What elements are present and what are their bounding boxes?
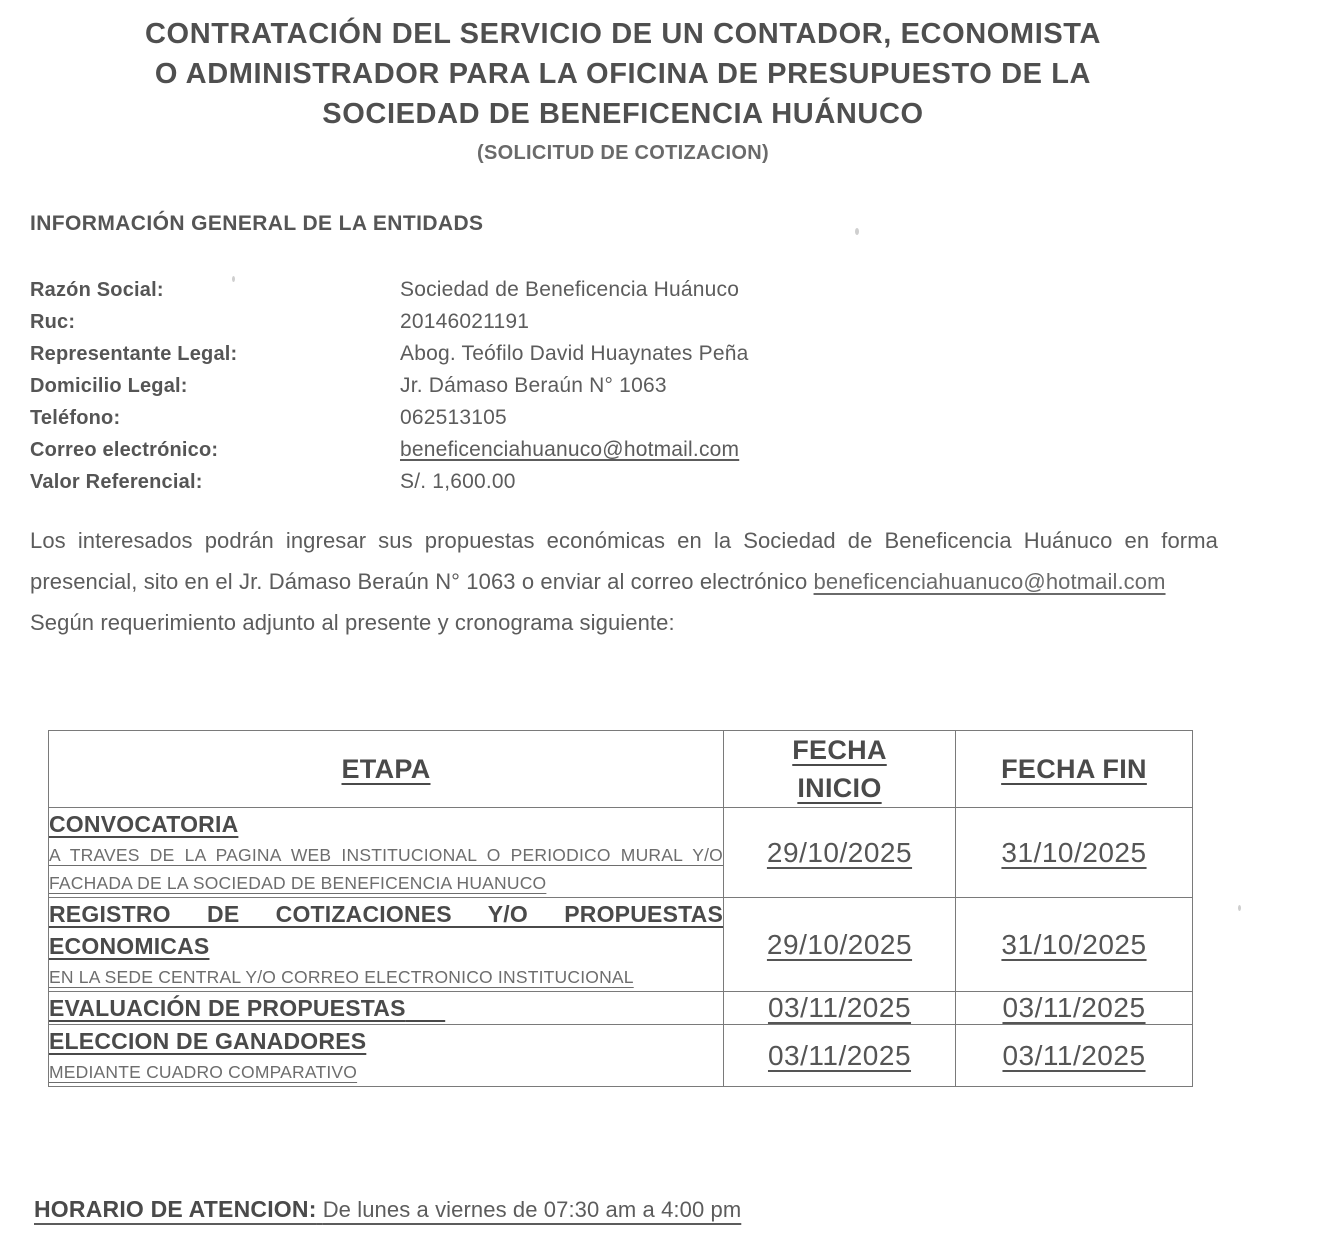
instructions-paragraph-body: [30, 520, 1218, 602]
column-header-etapa: [49, 731, 724, 808]
horario-value: De lunes a viernes de 07:30 am a 4:00 pm: [322, 1197, 742, 1222]
instructions-paragraph-closing: Según requerimiento adjunto al presente y cronograma siguiente:: [30, 610, 675, 635]
info-value: S/. 1,600.00: [400, 470, 516, 493]
info-label: Domicilio Legal:: [30, 375, 188, 397]
document-subtitle: (SOLICITUD DE COTIZACION): [477, 142, 769, 164]
instructions-text: Los interesados podrán ingresar sus propuestas económicas en la Sociedad de Beneficencia Huánuco en forma presencial, sito en el Jr. Dámaso Beraún N° 1063 o enviar al correo electrónico: [30, 528, 1218, 594]
table-row: [49, 1025, 1193, 1087]
column-header-fecha-inicio-line2: INICIO: [797, 773, 882, 803]
etapa-title: CONVOCATORIA: [49, 811, 239, 837]
info-label: Correo electrónico:: [30, 439, 219, 461]
fecha-inicio-value: 29/10/2025: [766, 928, 913, 960]
fecha-inicio-value: 03/11/2025: [767, 992, 912, 1023]
section-heading-entity-info: INFORMACIÓN GENERAL DE LA ENTIDADS: [30, 212, 484, 235]
info-value: Jr. Dámaso Beraún N° 1063: [400, 374, 667, 397]
info-row-correo-electronico: [30, 438, 1220, 470]
info-row-representante-legal: [30, 342, 1220, 374]
info-label: Valor Referencial:: [30, 471, 203, 493]
cell-etapa: [49, 898, 724, 992]
info-value: Abog. Teófilo David Huaynates Peña: [400, 342, 749, 365]
cell-fecha-fin: [956, 808, 1193, 898]
cell-etapa: [49, 808, 724, 898]
cell-fecha-fin: [956, 992, 1193, 1025]
document-title-line-3: SOCIEDAD DE BENEFICENCIA HUÁNUCO: [322, 98, 924, 130]
info-row-domicilio-legal: [30, 374, 1220, 406]
cronograma-table: [48, 730, 1193, 1087]
etapa-subtitle: EN LA SEDE CENTRAL Y/O CORREO ELECTRONICO INSTITUCIONAL: [49, 967, 634, 987]
column-header-fecha-inicio-line1: FECHA: [792, 735, 887, 765]
column-header-fecha-fin-label: FECHA FIN: [1001, 754, 1147, 784]
cell-etapa: [49, 1025, 724, 1087]
cell-fecha-fin: [956, 1025, 1193, 1087]
cell-fecha-inicio: [724, 1025, 956, 1087]
horario-atencion: [34, 1196, 1034, 1223]
cell-fecha-inicio: [724, 808, 956, 898]
fecha-fin-value: 03/11/2025: [1002, 1039, 1146, 1071]
info-label: Representante Legal:: [30, 343, 238, 365]
table-row: [49, 898, 1193, 992]
horario-label: HORARIO DE ATENCION:: [34, 1196, 317, 1222]
info-label: Razón Social:: [30, 279, 164, 301]
document-title-block: [28, 14, 1218, 168]
column-header-etapa-label: ETAPA: [341, 754, 431, 784]
instructions-paragraph: [30, 520, 1218, 643]
info-value: 20146021191: [400, 310, 530, 333]
fecha-inicio-value: 29/10/2025: [766, 836, 913, 868]
info-label: Ruc:: [30, 311, 76, 333]
fecha-fin-value: 03/11/2025: [1002, 992, 1146, 1023]
document-title-line-1: CONTRATACIÓN DEL SERVICIO DE UN CONTADOR, ECONOMISTA: [145, 18, 1101, 50]
fecha-fin-value: 31/10/2025: [1001, 928, 1147, 960]
etapa-title: ELECCION DE GANADORES: [49, 1028, 367, 1054]
fecha-fin-value: 31/10/2025: [1001, 836, 1147, 868]
etapa-title: EVALUACIÓN DE PROPUESTAS: [49, 995, 406, 1021]
etapa-subtitle: MEDIANTE CUADRO COMPARATIVO: [49, 1062, 358, 1082]
info-label: Teléfono:: [30, 407, 121, 429]
column-header-fecha-fin: [956, 731, 1193, 808]
info-row-ruc: [30, 310, 1220, 342]
info-row-telefono: [30, 406, 1220, 438]
fecha-inicio-value: 03/11/2025: [767, 1039, 912, 1071]
table-row: [49, 808, 1193, 898]
scan-speck: [1238, 905, 1241, 911]
info-row-razon-social: [30, 278, 1220, 310]
cell-fecha-inicio: [724, 992, 956, 1025]
etapa-subtitle: A TRAVES DE LA PAGINA WEB INSTITUCIONAL O PERIODICO MURAL Y/O FACHADA DE LA SOCIEDAD DE BENEFICENCIA HUANUCO: [49, 845, 723, 893]
etapa-title: REGISTRO DE COTIZACIONES Y/O PROPUESTAS ECONOMICAS: [49, 901, 723, 959]
cell-fecha-fin: [956, 898, 1193, 992]
entity-info-list: [30, 278, 1220, 502]
table-row: [49, 992, 1193, 1025]
table-header-row: [49, 731, 1193, 808]
column-header-fecha-inicio-label: [792, 731, 887, 807]
info-row-valor-referencial: [30, 470, 1220, 502]
email-link-inline[interactable]: beneficenciahuanuco@hotmail.com: [813, 569, 1166, 594]
scan-speck: [855, 228, 859, 235]
info-value: 062513105: [400, 406, 507, 429]
cell-fecha-inicio: [724, 898, 956, 992]
document-title-line-2: O ADMINISTRADOR PARA LA OFICINA DE PRESUPUESTO DE LA: [154, 58, 1092, 90]
column-header-fecha-inicio: [724, 731, 956, 808]
info-value: Sociedad de Beneficencia Huánuco: [400, 278, 740, 301]
email-link[interactable]: beneficenciahuanuco@hotmail.com: [400, 438, 740, 461]
cell-etapa: [49, 992, 724, 1025]
